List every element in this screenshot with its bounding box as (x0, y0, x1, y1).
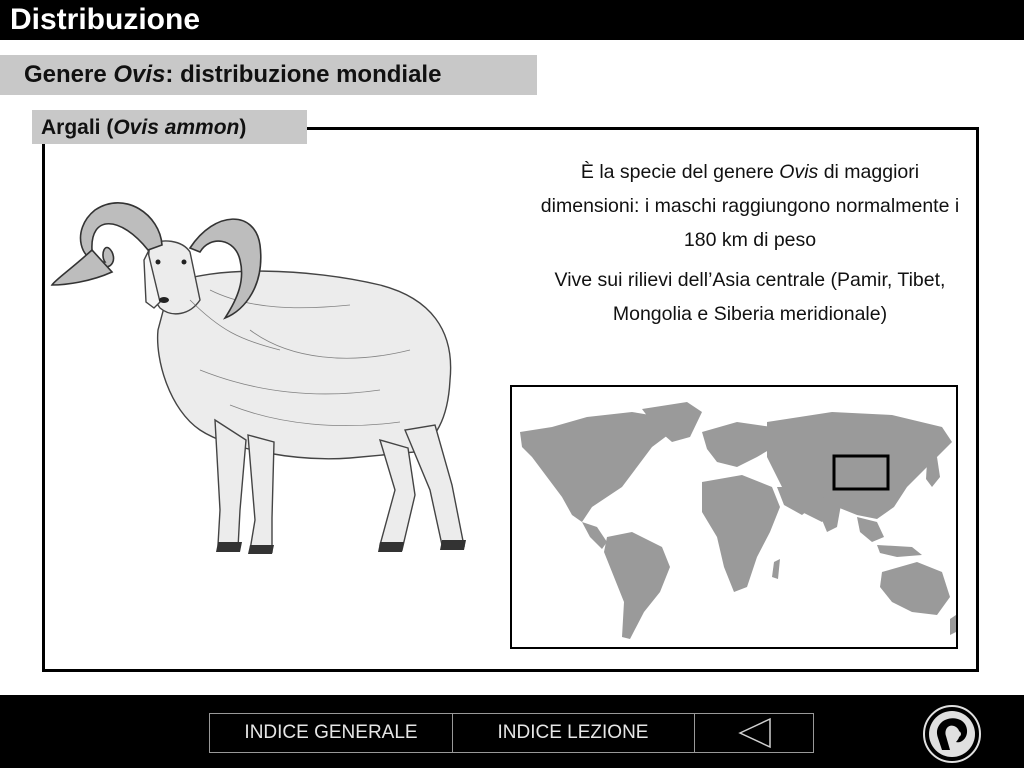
section-species: Ovis ammon (113, 116, 240, 139)
species-description (540, 155, 960, 337)
description-paragraph-2: Vive sui rilievi dell’Asia centrale (Pamir, Tibet, Mongolia e Siberia meridionale) (554, 269, 946, 325)
world-distribution-map (510, 385, 958, 649)
header-bar (0, 0, 1024, 40)
subtitle-genus: Ovis (113, 61, 166, 88)
desc-p1-after: di maggiori dimensioni: i maschi raggiungono normalmente i 180 km di peso (540, 161, 960, 251)
subtitle-text (24, 60, 441, 90)
section-name: Argali ( (41, 116, 114, 139)
subtitle-bar (0, 55, 537, 95)
nav-box (209, 713, 814, 753)
section-close: ) (239, 116, 247, 139)
subtitle-suffix: : distribuzione mondiale (165, 61, 442, 88)
ram-head-logo-icon[interactable] (922, 704, 982, 764)
general-index-button[interactable]: INDICE GENERALE (210, 714, 453, 752)
world-map-svg (512, 387, 956, 647)
footer-bar (0, 695, 1024, 768)
desc-p1-genus: Ovis (779, 161, 819, 183)
section-label-text (41, 115, 246, 141)
subtitle-prefix: Genere (24, 61, 114, 88)
triangle-left-icon (736, 716, 776, 750)
section-label (32, 110, 307, 144)
back-button[interactable] (694, 714, 814, 752)
description-paragraph-1 (540, 155, 960, 257)
desc-p1-before: È la specie del genere (580, 161, 780, 183)
page-title: Distribuzione (10, 3, 201, 36)
lesson-index-button[interactable]: INDICE LEZIONE (452, 714, 695, 752)
argali-illustration (50, 190, 490, 580)
